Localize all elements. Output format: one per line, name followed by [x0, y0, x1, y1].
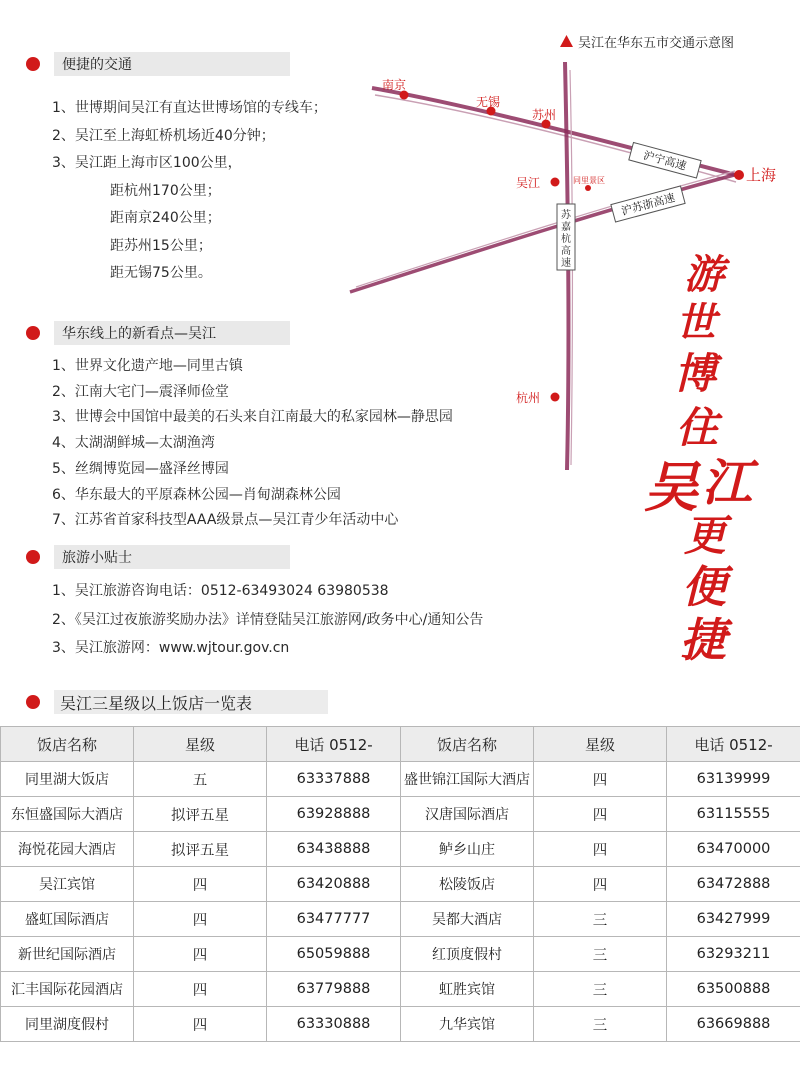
tongli-marker — [585, 185, 591, 191]
section-title: 便捷的交通 — [54, 52, 290, 76]
list-sub-item: 距无锡75公里。 — [110, 265, 212, 281]
table-row — [1, 832, 800, 867]
table-row — [1, 797, 800, 832]
table-cell: 四 — [134, 1007, 267, 1042]
bullet-dot — [26, 57, 40, 71]
wujiang-marker — [551, 178, 560, 187]
bullet-dot — [26, 550, 40, 564]
triangle-icon — [560, 35, 573, 47]
list-sub-item: 距南京240公里； — [110, 210, 221, 226]
table-cell: 四 — [534, 762, 667, 797]
table-cell: 九华宾馆 — [401, 1007, 534, 1042]
slogan-char: 住 — [676, 403, 719, 452]
table-cell: 拟评五星 — [134, 832, 267, 867]
table-cell: 新世纪国际酒店 — [1, 937, 134, 972]
city-tongli: 同里景区 — [573, 176, 605, 185]
column-header: 电话 0512- — [667, 727, 800, 762]
table-cell: 63139999 — [667, 762, 800, 797]
table-row — [1, 1007, 800, 1042]
table-cell: 63779888 — [267, 972, 401, 1007]
table-row — [1, 937, 800, 972]
table-cell: 三 — [534, 1007, 667, 1042]
slogan-char: 世 — [676, 299, 716, 346]
list-item: 2、江南大宅门—震泽师俭堂 — [52, 383, 229, 400]
column-header: 星级 — [134, 727, 267, 762]
table-row — [1, 867, 800, 902]
table-row — [1, 762, 800, 797]
list-item: 5、丝绸博览园—盛泽丝博园 — [52, 460, 229, 477]
table-cell: 63438888 — [267, 832, 401, 867]
list-item: 1、世界文化遗产地—同里古镇 — [52, 358, 243, 374]
city-wuxi: 无锡 — [476, 95, 501, 109]
table-cell: 63477777 — [267, 902, 401, 937]
table-cell: 四 — [534, 797, 667, 832]
slogan-char: 更 — [684, 511, 727, 560]
column-header: 饭店名称 — [1, 727, 134, 762]
section-header-tips — [26, 545, 290, 569]
slogan-char: 捷 — [680, 613, 726, 667]
city-shanghai: 上海 — [746, 167, 777, 184]
list-sub-item: 距苏州15公里； — [110, 237, 212, 254]
list-sub-item: 距杭州170公里； — [110, 182, 221, 199]
table-cell: 五 — [134, 762, 267, 797]
hotel-table-header — [26, 690, 328, 714]
table-row — [1, 902, 800, 937]
section-header-transport — [26, 52, 290, 76]
tips-list — [52, 577, 483, 663]
list-item: 4、太湖湖鲜城—太湖渔湾 — [52, 435, 215, 452]
slogan-char: 博 — [674, 349, 717, 398]
list-item: 6、华东最大的平原森林公园—肖甸湖森林公园 — [52, 486, 341, 503]
hotel-table — [0, 726, 800, 1042]
svg-text:速: 速 — [561, 258, 571, 269]
table-cell: 汇丰国际花园酒店 — [1, 972, 134, 1007]
table-cell: 63472888 — [667, 867, 800, 902]
table-cell: 63293211 — [667, 937, 800, 972]
table-cell: 盛虹国际酒店 — [1, 902, 134, 937]
slogan-char: 游 — [684, 251, 724, 298]
table-cell: 吴江宾馆 — [1, 867, 134, 902]
table-cell: 四 — [134, 972, 267, 1007]
transport-list — [52, 95, 327, 288]
table-cell: 63115555 — [667, 797, 800, 832]
table-cell: 三 — [534, 972, 667, 1007]
column-header: 饭店名称 — [401, 727, 534, 762]
table-cell: 海悦花园大酒店 — [1, 832, 134, 867]
table-cell: 拟评五星 — [134, 797, 267, 832]
svg-text:杭: 杭 — [561, 234, 571, 245]
list-item: 1、吴江旅游咨询电话：0512-63493024 63980538 — [52, 583, 389, 599]
city-wujiang: 吴江 — [516, 176, 541, 190]
husuzhe-label — [611, 186, 685, 222]
list-item: 3、吴江旅游网：www.wjtour.gov.cn — [52, 640, 290, 656]
table-cell: 四 — [534, 867, 667, 902]
city-hangzhou: 杭州 — [516, 391, 541, 405]
table-cell: 65059888 — [267, 937, 401, 972]
svg-text:沪苏浙高速: 沪苏浙高速 — [620, 192, 677, 218]
table-cell: 63427999 — [667, 902, 800, 937]
table-cell: 63500888 — [667, 972, 800, 1007]
table-cell: 四 — [134, 902, 267, 937]
table-cell: 同里湖度假村 — [1, 1007, 134, 1042]
list-item: 7、江苏省首家科技型AAA级景点—吴江青少年活动中心 — [52, 512, 399, 529]
sujiahang-label — [557, 204, 575, 270]
slogan-char: 江 — [702, 453, 752, 512]
map-title-text: 吴江在华东五市交通示意图 — [578, 35, 735, 50]
huning-label — [629, 143, 701, 179]
table-cell: 63928888 — [267, 797, 401, 832]
table-cell: 63330888 — [267, 1007, 401, 1042]
table-cell: 四 — [134, 937, 267, 972]
bullet-dot — [26, 695, 40, 709]
table-row — [1, 972, 800, 1007]
table-cell: 三 — [534, 937, 667, 972]
column-header: 电话 0512- — [267, 727, 401, 762]
hangzhou-marker — [551, 393, 560, 402]
shanghai-marker — [734, 170, 744, 180]
slogan-char: 吴 — [644, 455, 698, 519]
list-item: 2、吴江至上海虹桥机场近40分钟； — [52, 127, 275, 144]
column-header: 星级 — [534, 727, 667, 762]
svg-text:沪宁高速: 沪宁高速 — [641, 149, 688, 173]
table-cell: 63420888 — [267, 867, 401, 902]
table-cell: 红顶度假村 — [401, 937, 534, 972]
city-nanjing: 南京 — [382, 78, 407, 92]
list-item: 3、世博会中国馆中最美的石头来自江南最大的私家园林—静思园 — [52, 409, 453, 426]
city-suzhou: 苏州 — [532, 108, 557, 122]
list-item: 2、《吴江过夜旅游奖励办法》详情登陆吴江旅游网/政务中心/通知公告 — [52, 611, 484, 628]
section-title: 华东线上的新看点—吴江 — [54, 321, 290, 345]
svg-text:苏: 苏 — [561, 210, 571, 221]
table-cell: 鲈乡山庄 — [401, 832, 534, 867]
list-item: 3、吴江距上海市区100公里， — [52, 155, 242, 171]
table-header-row — [1, 727, 800, 762]
map-title — [560, 35, 734, 50]
table-cell: 三 — [534, 902, 667, 937]
slogan-calligraphy — [640, 248, 780, 678]
table-cell: 盛世锦江国际大酒店 — [401, 762, 534, 797]
bullet-dot — [26, 326, 40, 340]
table-cell: 东恒盛国际大酒店 — [1, 797, 134, 832]
section-title: 旅游小贴士 — [54, 545, 290, 569]
table-cell: 同里湖大饭店 — [1, 762, 134, 797]
list-item: 1、世博期间吴江有直达世博场馆的专线车； — [52, 100, 327, 116]
table-cell: 汉唐国际酒店 — [401, 797, 534, 832]
svg-text:高: 高 — [561, 246, 571, 257]
slogan-char: 便 — [682, 562, 726, 613]
table-cell: 63337888 — [267, 762, 401, 797]
hotel-table-title: 吴江三星级以上饭店一览表 — [54, 690, 328, 714]
table-cell: 63470000 — [667, 832, 800, 867]
table-cell: 松陵饭店 — [401, 867, 534, 902]
section-header-attractions — [26, 321, 290, 345]
table-cell: 四 — [134, 867, 267, 902]
table-cell: 虹胜宾馆 — [401, 972, 534, 1007]
svg-text:嘉: 嘉 — [561, 222, 571, 233]
table-cell: 吴都大酒店 — [401, 902, 534, 937]
table-cell: 63669888 — [667, 1007, 800, 1042]
table-cell: 四 — [534, 832, 667, 867]
